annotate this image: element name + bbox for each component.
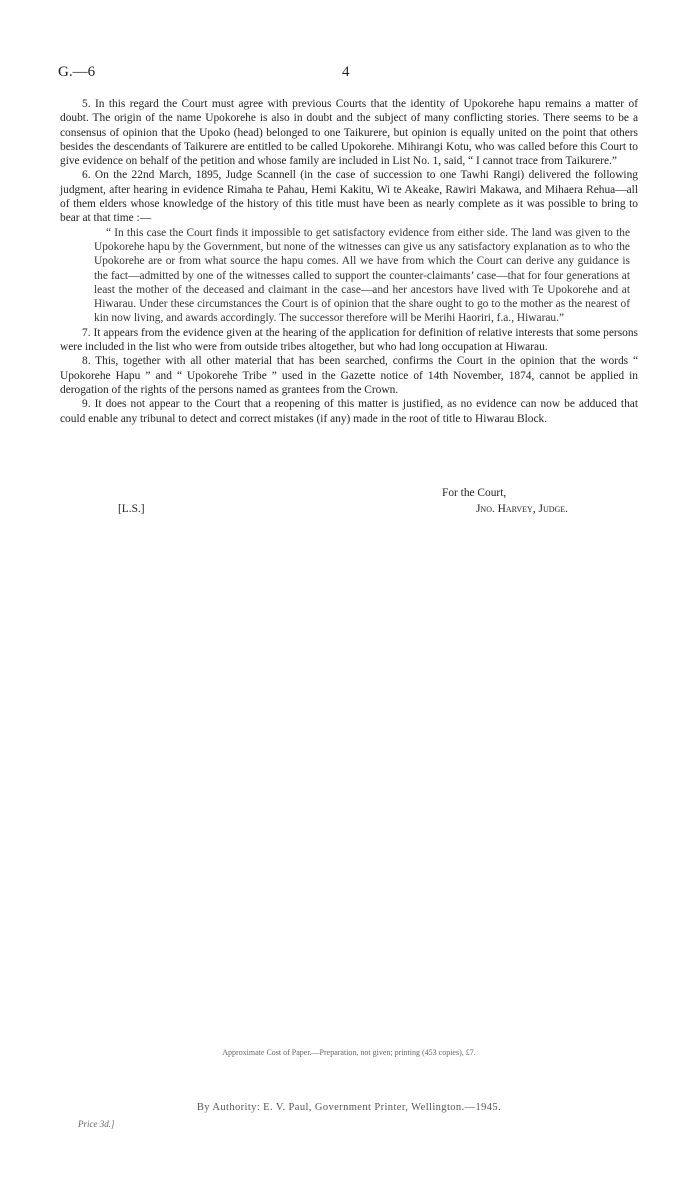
price-note: Price 3d.]	[78, 1119, 115, 1129]
paragraph-5: 5. In this regard the Court must agree with previous Courts that the identity of Upokorehe hapu remains a matter of doubt. The origin of the name Upokorehe is also in doubt and the subject of many conflicting stories. There seems to be a consensus of opinion that the Upoko (head) belonged to one Taikurere, but opinion is equally united on the point that others besides the descendants of Taikurere are entitled to be called Upokorehe. Mihirangi Kotu, who was called before this Court to give evidence on behalf of the petition and whose family are included in List No. 1, said, “ I cannot trace from Taikurere.”	[60, 98, 638, 168]
paragraph-6: 6. On the 22nd March, 1895, Judge Scannell (in the case of succession to one Tawhi Rangi) delivered the following judgment, after hearing in evidence Rimaha te Pahau, Hemi Kakitu, Wi te Akeake, Rawiri Makawa, and Mihaera Rehua—all of them elders whose knowledge of the history of this title must have been as nearly complete as it was possible to bring to bear at that time :—	[60, 169, 638, 225]
paragraph-8: 8. This, together with all other material that has been searched, confirms the Court in the opinion that the words “ Upokorehe Hapu ” and “ Upokorehe Tribe ” used in the Gazette notice of 14th November, 1874, cannot be applied in derogation of the rights of the persons named as grantees from the Crown.	[60, 355, 638, 396]
page-header	[58, 64, 618, 84]
cost-of-paper-note: Approximate Cost of Paper.—Preparation, not given; printing (453 copies), £7.	[222, 1048, 476, 1057]
paragraph-9: 9. It does not appear to the Court that a reopening of this matter is justified, as no evidence can now be adduced that could enable any tribunal to detect and correct mistakes (if any) made in the root of title to Hiwarau Block.	[60, 398, 638, 425]
paragraph-7: 7. It appears from the evidence given at the hearing of the application for definition of relative interests that some persons were included in the list who were from outside tribes altogether, but who had long occupation at Hiwarau.	[60, 326, 638, 354]
judge-signature: Jno. Harvey, Judge.	[476, 503, 569, 515]
for-the-court: For the Court,	[442, 487, 507, 499]
document-body	[60, 97, 638, 426]
page-number: 4	[342, 64, 350, 80]
printer-authority: By Authority: E. V. Paul, Government Printer, Wellington.—1945.	[196, 1102, 502, 1113]
document-reference: G.—6	[58, 64, 96, 80]
seal-mark: [L.S.]	[118, 503, 145, 515]
judgment-quote: “ In this case the Court finds it impossible to get satisfactory evidence from either side. The land was given to the Upokorehe hapu by the Government, but none of the witnesses can give us any satisfactory explanation as to who the Upokorehe are or from what source the hapu comes. All we have from which the Court can derive any guidance is the fact—admitted by one of the witnesses called to support the counter-claimants’ case—that for four generations at least the mother of the deceased and claimant in the case—and her ancestors have lived with Te Upokorehe and at Hiwarau. Under these circumstances the Court is of opinion that the share ought to go to the mother as the nearest of kin now living, and awards accordingly. The successor therefore will be Merihi Haoriri, f.a., Hiwarau.”	[94, 226, 630, 325]
signature-block	[60, 487, 638, 519]
